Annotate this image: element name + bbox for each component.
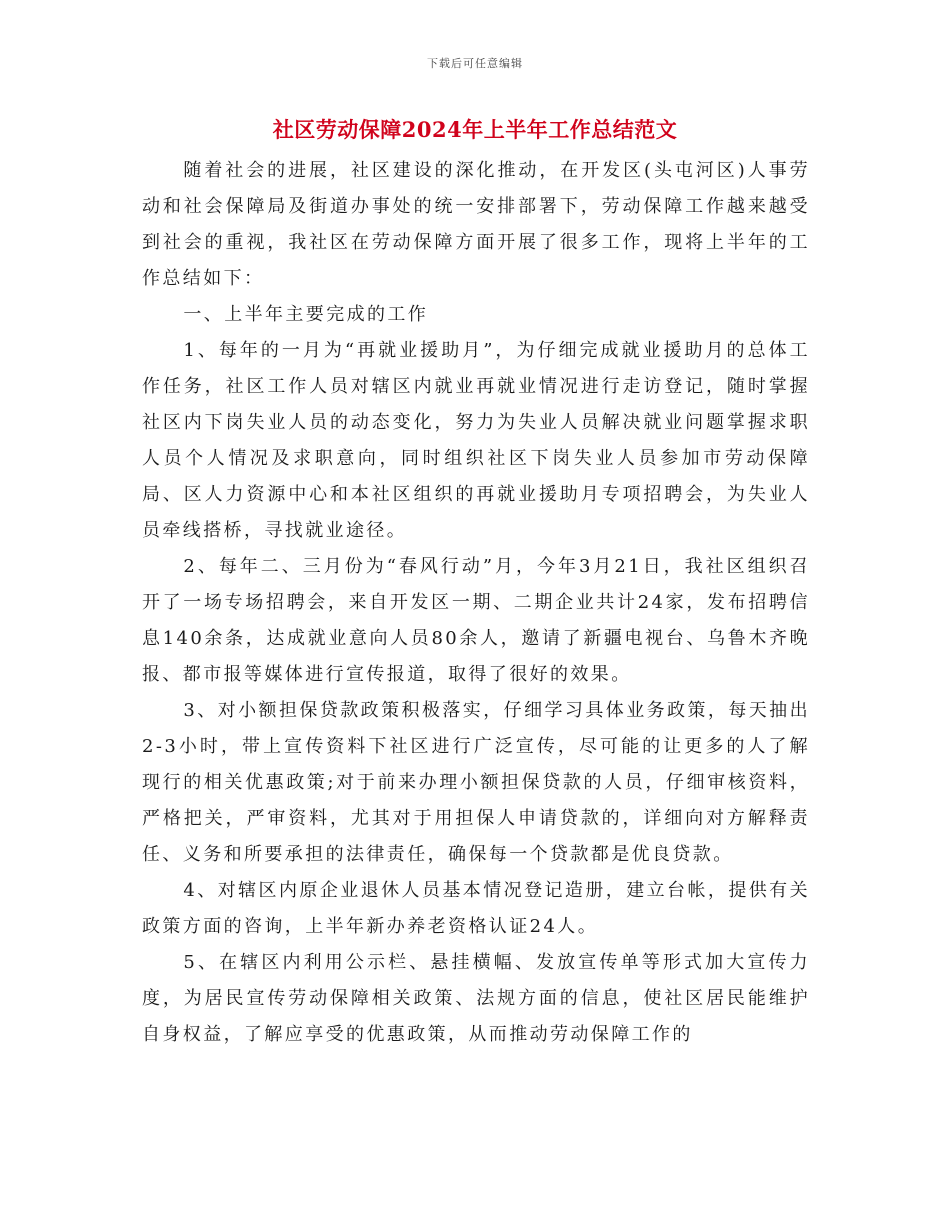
paragraph-item-4: 4、对辖区内原企业退休人员基本情况登记造册，建立台帐，提供有关政策方面的咨询，上半年新办养老资格认证24人。 <box>142 880 810 937</box>
section-heading: 一、上半年主要完成的工作 <box>183 304 429 325</box>
paragraph-item-2: 2、每年二、三月份为“春风行动”月，今年3月21日，我社区组织召开了一场专场招聘会，来自开发区一期、二期企业共计24家，发布招聘信息140余条，达成就业意向人员80余人，邀请了新疆电视台、乌鲁木齐晚报、都市报等媒体进行宣传报道，取得了很好的效果。 <box>142 556 810 685</box>
paragraph-intro: 随着社会的进展，社区建设的深化推动，在开发区(头屯河区)人事劳动和社会保障局及街道办事处的统一安排部署下，劳动保障工作越来越受到社会的重视，我社区在劳动保障方面开展了很多工作，现将上半年的工作总结如下： <box>142 160 810 289</box>
paragraph-item-5: 5、在辖区内利用公示栏、悬挂横幅、发放宣传单等形式加大宣传力度，为居民宣传劳动保障相关政策、法规方面的信息，使社区居民能维护自身权益，了解应享受的优惠政策，从而推动劳动保障工作的 <box>142 952 810 1045</box>
paragraph-item-1: 1、每年的一月为“再就业援助月”，为仔细完成就业援助月的总体工作任务，社区工作人员对辖区内就业再就业情况进行走访登记，随时掌握社区内下岗失业人员的动态变化，努力为失业人员解决就业问题掌握求职人员个人情况及求职意向，同时组织社区下岗失业人员参加市劳动保障局、区人力资源中心和本社区组织的再就业援助月专项招聘会，为失业人员牵线搭桥，寻找就业途径。 <box>142 340 810 541</box>
document-title: 社区劳动保障2024年上半年工作总结范文 <box>272 117 678 142</box>
header-note: 下载后可任意编辑 <box>427 57 523 70</box>
paragraph-item-3: 3、对小额担保贷款政策积极落实，仔细学习具体业务政策，每天抽出2-3小时，带上宣传资料下社区进行广泛宣传，尽可能的让更多的人了解现行的相关优惠政策;对于前来办理小额担保贷款的人员，仔细审核资料，严格把关，严审资料，尤其对于用担保人申请贷款的，详细向对方解释责任、义务和所要承担的法律责任，确保每一个贷款都是优良贷款。 <box>142 700 810 865</box>
document-body <box>142 153 810 1053</box>
